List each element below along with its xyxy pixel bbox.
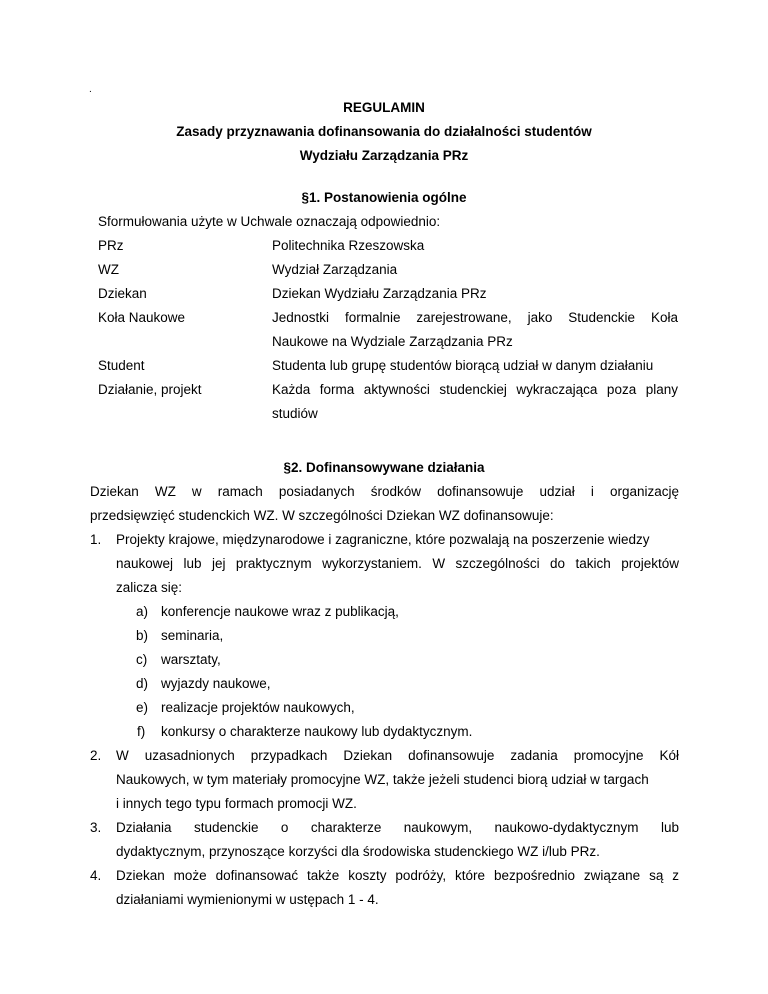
sublist-item: wyjazdy naukowe, <box>161 676 271 691</box>
definition-text: Studenta lub grupę studentów biorącą udział w danym działaniu <box>272 358 654 373</box>
section2-intro-line: Dziekan WZ w ramach posiadanych środków dofinansowuje udział i organizację <box>90 484 679 499</box>
sublist-letter: e) <box>136 700 149 715</box>
definition-text: Jednostki formalnie zarejestrowane, jako Studenckie Koła <box>272 310 678 325</box>
sublist-item: konkursy o charakterze naukowy lub dydaktycznym. <box>161 724 473 739</box>
definition-term: Student <box>98 358 145 373</box>
sublist-item: seminaria, <box>161 628 224 643</box>
section1-intro: Sformułowania użyte w Uchwale oznaczają odpowiednio: <box>98 214 441 229</box>
stray-mark: . <box>89 84 92 95</box>
list-item-text: i innych tego typu formach promocji WZ. <box>116 796 357 811</box>
document-title: REGULAMIN <box>343 100 425 115</box>
list-item-text: W uzasadnionych przypadkach Dziekan dofinansowuje zadania promocyjne Kół <box>116 748 679 763</box>
list-number: 1. <box>90 532 102 547</box>
list-item-text: Naukowych, w tym materiały promocyjne WZ, także jeżeli studenci biorą udział w targach <box>116 772 649 787</box>
sublist-letter: f) <box>137 724 146 739</box>
definition-term: Dziekan <box>98 286 147 301</box>
sublist-letter: b) <box>136 628 149 643</box>
section1-heading: §1. Postanowienia ogólne <box>301 190 467 205</box>
list-item-text: zalicza się: <box>116 580 183 595</box>
sublist-letter: c) <box>136 652 148 667</box>
sublist-item: realizacje projektów naukowych, <box>161 700 355 715</box>
definition-term: WZ <box>98 262 119 277</box>
list-number: 3. <box>90 820 102 835</box>
definition-text-continued: Naukowe na Wydziale Zarządzania PRz <box>272 334 513 349</box>
list-item-text: działaniami wymienionymi w ustępach 1 - 4. <box>116 892 379 907</box>
list-item-text: Projekty krajowe, międzynarodowe i zagraniczne, które pozwalają na poszerzenie wiedzy <box>116 532 650 547</box>
definition-text: Wydział Zarządzania <box>272 262 398 277</box>
list-item-text: Działania studenckie o charakterze naukowym, naukowo-dydaktycznym lub <box>116 820 679 835</box>
section2-intro-line: przedsięwzięć studenckich WZ. W szczególności Dziekan WZ dofinansowuje: <box>90 508 554 523</box>
definition-term: Koła Naukowe <box>98 310 186 325</box>
definition-term: PRz <box>98 238 124 253</box>
list-item-text: dydaktycznym, przynoszące korzyści dla środowiska studenckiego WZ i/lub PRz. <box>116 844 600 859</box>
document-subtitle: Zasady przyznawania dofinansowania do działalności studentów <box>176 124 592 139</box>
definition-text: Każda forma aktywności studenckiej wykraczająca poza plany <box>272 382 678 397</box>
list-number: 4. <box>90 868 102 883</box>
list-item-text: naukowej lub jej praktycznym wykorzystaniem. W szczególności do takich projektów <box>116 556 679 571</box>
definition-text: Dziekan Wydziału Zarządzania PRz <box>272 286 487 301</box>
list-item-text: Dziekan może dofinansować także koszty podróży, które bezpośrednio związane są z <box>116 868 679 883</box>
document-subtitle-faculty: Wydziału Zarządzania PRz <box>299 148 469 163</box>
section2-heading: §2. Dofinansowywane działania <box>283 460 485 475</box>
sublist-letter: a) <box>136 604 149 619</box>
definition-text-continued: studiów <box>272 406 318 421</box>
sublist-item: konferencje naukowe wraz z publikacją, <box>161 604 399 619</box>
list-number: 2. <box>90 748 102 763</box>
definition-text: Politechnika Rzeszowska <box>272 238 425 253</box>
sublist-letter: d) <box>136 676 149 691</box>
sublist-item: warsztaty, <box>161 652 221 667</box>
definition-term: Działanie, projekt <box>98 382 202 397</box>
